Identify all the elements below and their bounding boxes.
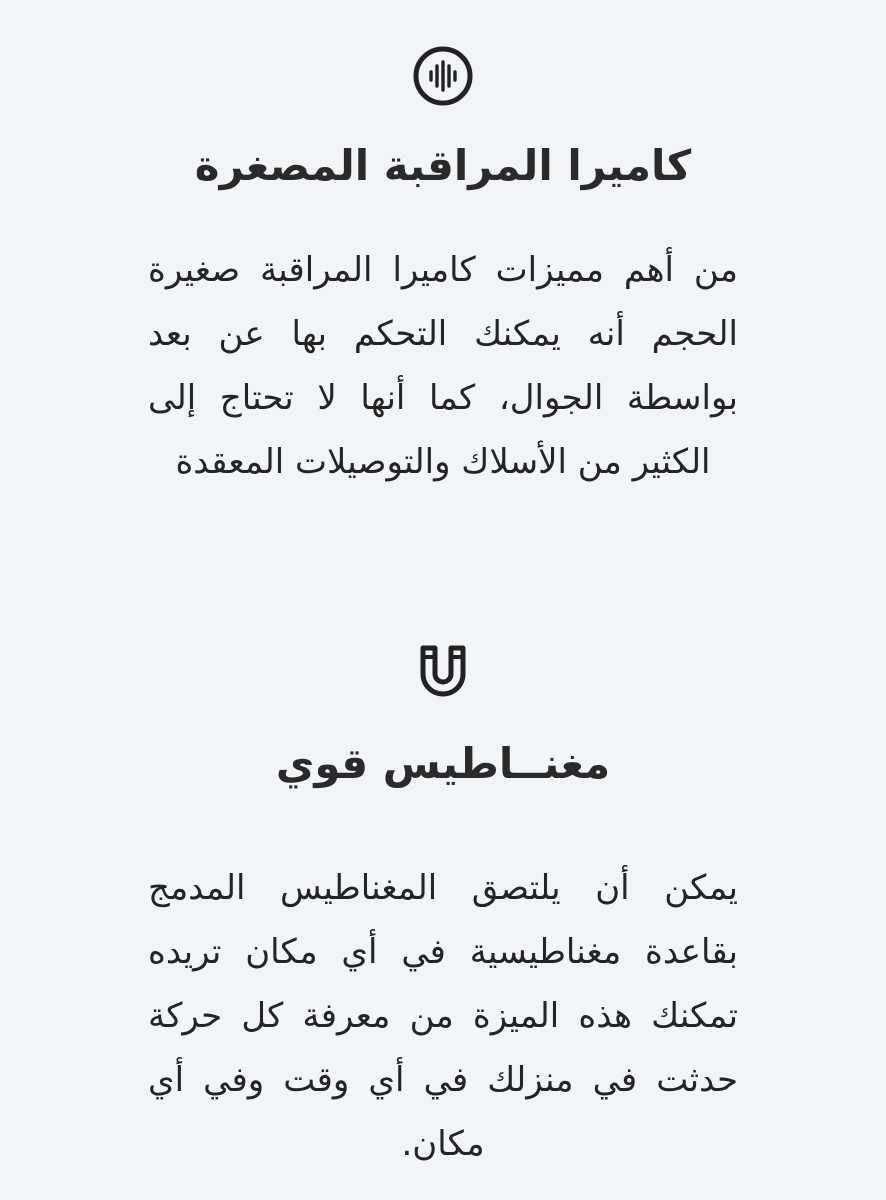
- sound-wave-circle-icon: [411, 44, 475, 108]
- feature-mini-camera: [0, 44, 886, 494]
- feature-title: كاميرا المراقبة المصغرة: [194, 141, 692, 190]
- feature-strong-magnet: [0, 640, 886, 1176]
- feature-description: يمكن أن يلتصق المغناطيس المدمج بقاعدة مغناطيسية في أي مكان تريده تمكنك هذه الميزة من معرفة كل حركة حدثت في منزلك في أي وقت وفي أي مكان.: [148, 868, 738, 1164]
- feature-description: من أهم مميزات كاميرا المراقبة صغيرة الحجم أنه يمكنك التحكم بها عن بعد بواسطة الجوال، كما أنها لا تحتاج إلى الكثير من الأسلاك والتوصيلات المعقدة: [148, 250, 738, 482]
- magnet-icon: [411, 640, 475, 704]
- feature-title: مغنــاطيس قوي: [275, 739, 611, 788]
